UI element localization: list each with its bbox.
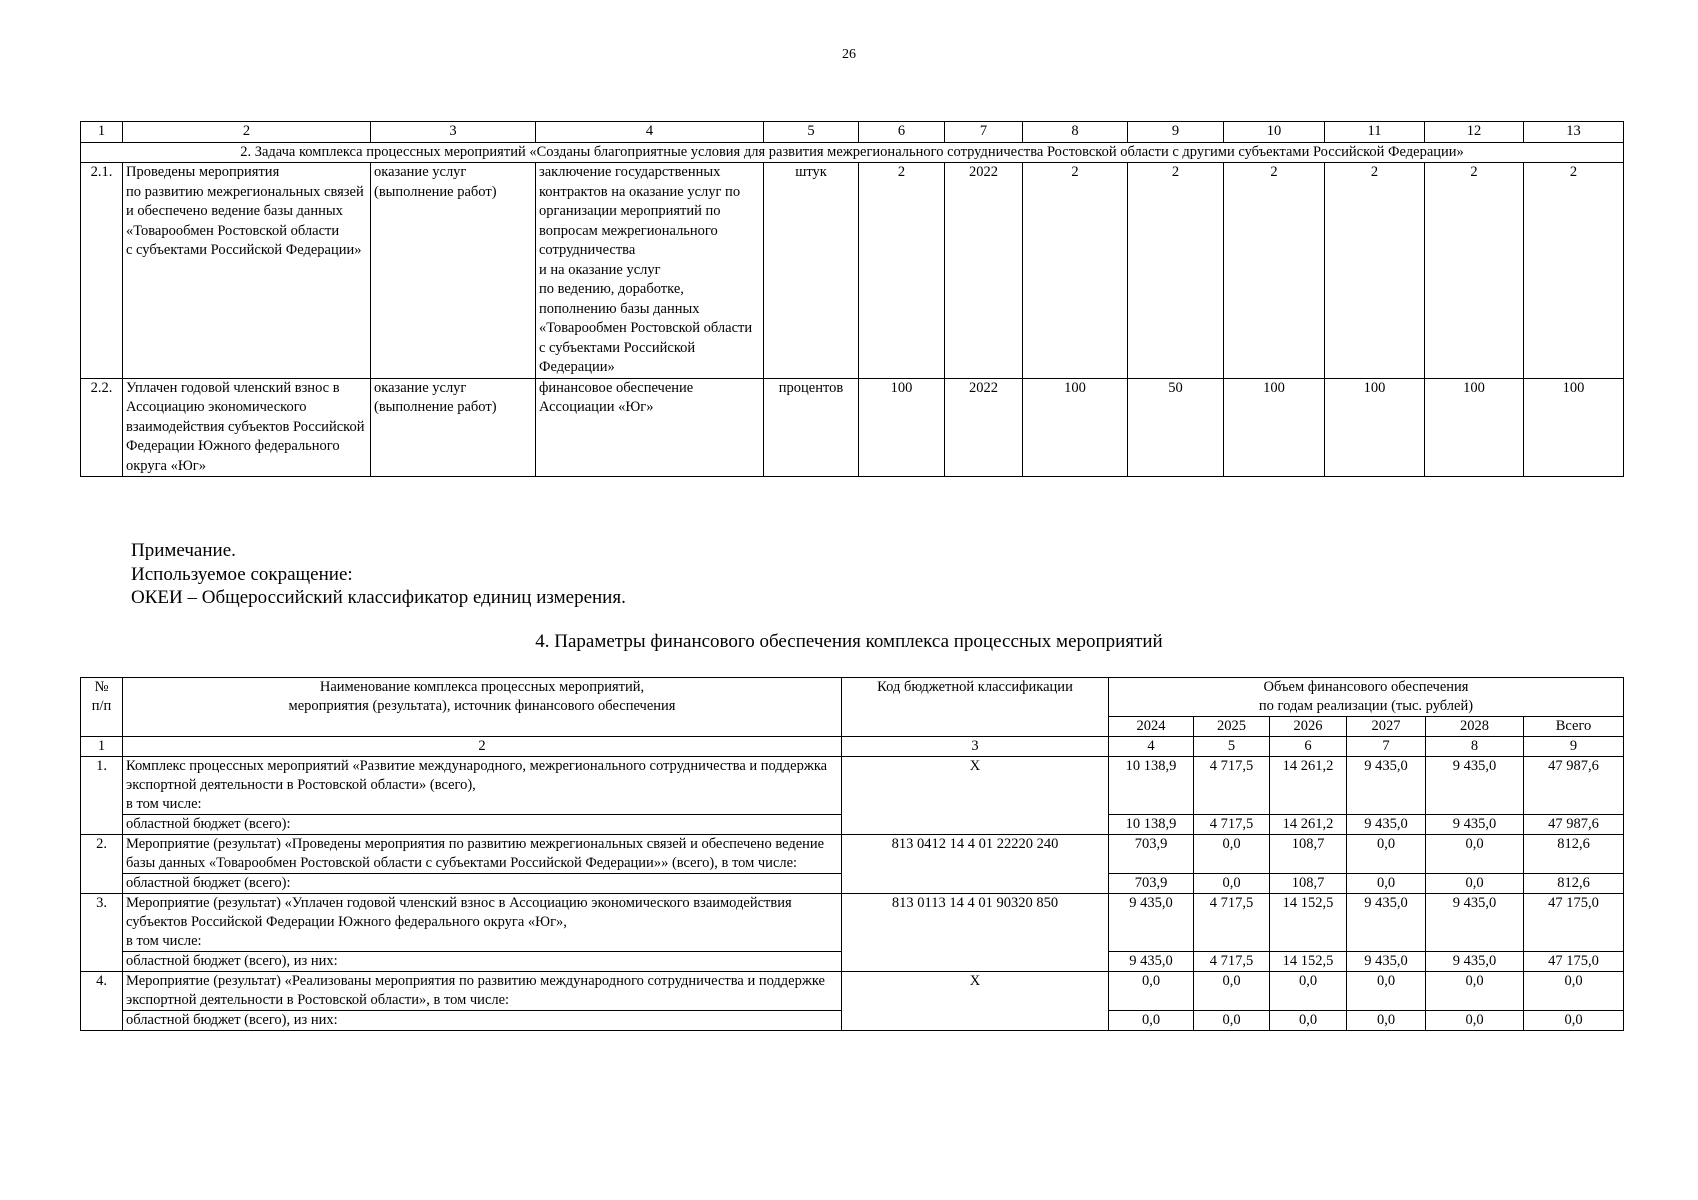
amount: 0,0 xyxy=(1270,1011,1347,1031)
note-abbrev-title: Используемое сокращение: xyxy=(131,563,353,585)
amount: 703,9 xyxy=(1109,874,1194,894)
header-year: 2028 xyxy=(1426,717,1524,737)
row-number: 2.2. xyxy=(81,378,123,477)
row-number: 2.1. xyxy=(81,163,123,379)
header-year: 2024 xyxy=(1109,717,1194,737)
amount: 9 435,0 xyxy=(1347,815,1426,835)
header-code: Код бюджетной классификации xyxy=(842,678,1109,737)
amount: 0,0 xyxy=(1194,1011,1270,1031)
unit: процентов xyxy=(764,378,859,477)
year-value: 100 xyxy=(1524,378,1624,477)
base-value: 100 xyxy=(859,378,945,477)
unit: штук xyxy=(764,163,859,379)
column-number: 9 xyxy=(1524,737,1624,757)
year-value: 2 xyxy=(1524,163,1624,379)
amount: 0,0 xyxy=(1426,835,1524,874)
amount: 0,0 xyxy=(1109,972,1194,1011)
amount: 108,7 xyxy=(1270,835,1347,874)
column-number: 3 xyxy=(371,122,536,143)
column-number: 10 xyxy=(1224,122,1325,143)
amount: 47 175,0 xyxy=(1524,952,1624,972)
amount: 9 435,0 xyxy=(1347,894,1426,952)
amount: 0,0 xyxy=(1347,835,1426,874)
amount: 0,0 xyxy=(1426,1011,1524,1031)
header-year: Всего xyxy=(1524,717,1624,737)
source-name: областной бюджет (всего), из них: xyxy=(123,1011,842,1031)
section-title: 4. Параметры финансового обеспечения комплекса процессных мероприятий xyxy=(535,631,1163,652)
amount: 0,0 xyxy=(1194,835,1270,874)
column-number: 7 xyxy=(1347,737,1426,757)
budget-code: Х xyxy=(842,972,1109,1031)
column-number: 8 xyxy=(1023,122,1128,143)
column-number: 4 xyxy=(536,122,764,143)
base-value: 2 xyxy=(859,163,945,379)
amount: 47 987,6 xyxy=(1524,757,1624,815)
year-value: 100 xyxy=(1425,378,1524,477)
amount: 0,0 xyxy=(1109,1011,1194,1031)
result-type: оказание услуг (выполнение работ) xyxy=(371,378,536,477)
amount: 14 152,5 xyxy=(1270,952,1347,972)
amount: 47 987,6 xyxy=(1524,815,1624,835)
source-name: областной бюджет (всего), из них: xyxy=(123,952,842,972)
amount: 0,0 xyxy=(1524,1011,1624,1031)
base-year: 2022 xyxy=(945,163,1023,379)
note-block xyxy=(131,539,626,610)
amount: 10 138,9 xyxy=(1109,757,1194,815)
indicators-table xyxy=(80,121,1624,477)
year-value: 2 xyxy=(1128,163,1224,379)
page-number: 26 xyxy=(842,47,856,62)
budget-code: 813 0412 14 4 01 22220 240 xyxy=(842,835,1109,894)
amount: 0,0 xyxy=(1524,972,1624,1011)
amount: 9 435,0 xyxy=(1426,757,1524,815)
table-row xyxy=(81,378,1624,477)
amount: 703,9 xyxy=(1109,835,1194,874)
column-number: 6 xyxy=(859,122,945,143)
amount: 47 175,0 xyxy=(1524,894,1624,952)
year-value: 2 xyxy=(1425,163,1524,379)
year-value: 100 xyxy=(1325,378,1425,477)
amount: 4 717,5 xyxy=(1194,757,1270,815)
amount: 4 717,5 xyxy=(1194,894,1270,952)
column-number: 2 xyxy=(123,737,842,757)
amount: 0,0 xyxy=(1426,972,1524,1011)
amount: 14 261,2 xyxy=(1270,757,1347,815)
header-year: 2027 xyxy=(1347,717,1426,737)
amount: 0,0 xyxy=(1347,1011,1426,1031)
task-header: 2. Задача комплекса процессных мероприятий «Созданы благоприятные условия для развития межрегионального сотрудничества Ростовской области с другими субъектами Российской Федерации» xyxy=(81,142,1624,163)
source-name: областной бюджет (всего): xyxy=(123,815,842,835)
amount: 9 435,0 xyxy=(1426,952,1524,972)
budget-code: 813 0113 14 4 01 90320 850 xyxy=(842,894,1109,972)
column-number: 3 xyxy=(842,737,1109,757)
column-number-row xyxy=(81,737,1624,757)
table-row xyxy=(81,163,1624,379)
row-number: 3. xyxy=(81,894,123,972)
row-number: 1. xyxy=(81,757,123,835)
result-type: оказание услуг (выполнение работ) xyxy=(371,163,536,379)
year-value: 100 xyxy=(1224,378,1325,477)
amount: 812,6 xyxy=(1524,835,1624,874)
amount: 14 261,2 xyxy=(1270,815,1347,835)
amount: 0,0 xyxy=(1426,874,1524,894)
column-number: 1 xyxy=(81,122,123,143)
header-name: Наименование комплекса процессных мероприятий, мероприятия (результата), источник финансового обеспечения xyxy=(123,678,842,737)
amount: 4 717,5 xyxy=(1194,952,1270,972)
year-value: 50 xyxy=(1128,378,1224,477)
item-name: Комплекс процессных мероприятий «Развитие международного, межрегионального сотрудничества и поддержка экспортной деятельности в Ростовской области» (всего), в том числе: xyxy=(123,757,842,815)
amount: 0,0 xyxy=(1194,874,1270,894)
amount: 4 717,5 xyxy=(1194,815,1270,835)
note-abbrev-okei: ОКЕИ – Общероссийский классификатор единиц измерения. xyxy=(131,587,626,608)
row-number: 4. xyxy=(81,972,123,1031)
header-year: 2025 xyxy=(1194,717,1270,737)
column-number: 13 xyxy=(1524,122,1624,143)
table-row xyxy=(81,894,1624,952)
amount: 9 435,0 xyxy=(1109,894,1194,952)
task-header-row xyxy=(81,142,1624,163)
amount: 14 152,5 xyxy=(1270,894,1347,952)
amount: 108,7 xyxy=(1270,874,1347,894)
year-value: 2 xyxy=(1325,163,1425,379)
amount: 0,0 xyxy=(1194,972,1270,1011)
column-number: 6 xyxy=(1270,737,1347,757)
column-number: 7 xyxy=(945,122,1023,143)
column-number: 5 xyxy=(764,122,859,143)
amount: 9 435,0 xyxy=(1347,952,1426,972)
amount: 9 435,0 xyxy=(1426,894,1524,952)
header-num: № п/п xyxy=(81,678,123,737)
header-volume: Объем финансового обеспечения по годам реализации (тыс. рублей) xyxy=(1109,678,1624,717)
item-name: Мероприятие (результат) «Реализованы мероприятия по развитию международного сотрудничества и поддержке экспортной деятельности в Ростовской области», в том числе: xyxy=(123,972,842,1011)
column-number-row xyxy=(81,122,1624,143)
table-row xyxy=(81,972,1624,1011)
header-year: 2026 xyxy=(1270,717,1347,737)
column-number: 1 xyxy=(81,737,123,757)
column-number: 2 xyxy=(123,122,371,143)
column-number: 11 xyxy=(1325,122,1425,143)
amount: 812,6 xyxy=(1524,874,1624,894)
row-number: 2. xyxy=(81,835,123,894)
column-number: 12 xyxy=(1425,122,1524,143)
table-header-row xyxy=(81,678,1624,717)
result-description: заключение государственных контрактов на оказание услуг по организации мероприятий по вопросам межрегионального сотрудничества и на оказание услуг по ведению, доработке, пополнению базы данных «Товарообмен Ростовской области с субъектами Российской Федерации» xyxy=(536,163,764,379)
amount: 9 435,0 xyxy=(1426,815,1524,835)
table-row xyxy=(81,757,1624,815)
amount: 0,0 xyxy=(1347,874,1426,894)
column-number: 8 xyxy=(1426,737,1524,757)
amount: 10 138,9 xyxy=(1109,815,1194,835)
table-row xyxy=(81,835,1624,874)
amount: 0,0 xyxy=(1270,972,1347,1011)
finance-table xyxy=(80,677,1624,1031)
year-value: 2 xyxy=(1023,163,1128,379)
base-year: 2022 xyxy=(945,378,1023,477)
column-number: 4 xyxy=(1109,737,1194,757)
result-name: Проведены мероприятия по развитию межрегиональных связей и обеспечено ведение базы данных «Товарообмен Ростовской области с субъектами Российской Федерации» xyxy=(123,163,371,379)
amount: 9 435,0 xyxy=(1347,757,1426,815)
year-value: 2 xyxy=(1224,163,1325,379)
column-number: 9 xyxy=(1128,122,1224,143)
item-name: Мероприятие (результат) «Уплачен годовой членский взнос в Ассоциацию экономического взаимодействия субъектов Российской Федерации Южного федерального округа «Юг», в том числе: xyxy=(123,894,842,952)
item-name: Мероприятие (результат) «Проведены мероприятия по развитию межрегиональных связей и обеспечено ведение базы данных «Товарообмен Ростовской области с субъектами Российской Федерации»» (всего), в том числе: xyxy=(123,835,842,874)
year-value: 100 xyxy=(1023,378,1128,477)
source-name: областной бюджет (всего): xyxy=(123,874,842,894)
column-number: 5 xyxy=(1194,737,1270,757)
result-description: финансовое обеспечение Ассоциации «Юг» xyxy=(536,378,764,477)
note-title: Примечание. xyxy=(131,540,236,561)
amount: 0,0 xyxy=(1347,972,1426,1011)
budget-code: Х xyxy=(842,757,1109,835)
result-name: Уплачен годовой членский взнос в Ассоциацию экономического взаимодействия субъектов Российской Федерации Южного федерального округа «Юг» xyxy=(123,378,371,477)
amount: 9 435,0 xyxy=(1109,952,1194,972)
